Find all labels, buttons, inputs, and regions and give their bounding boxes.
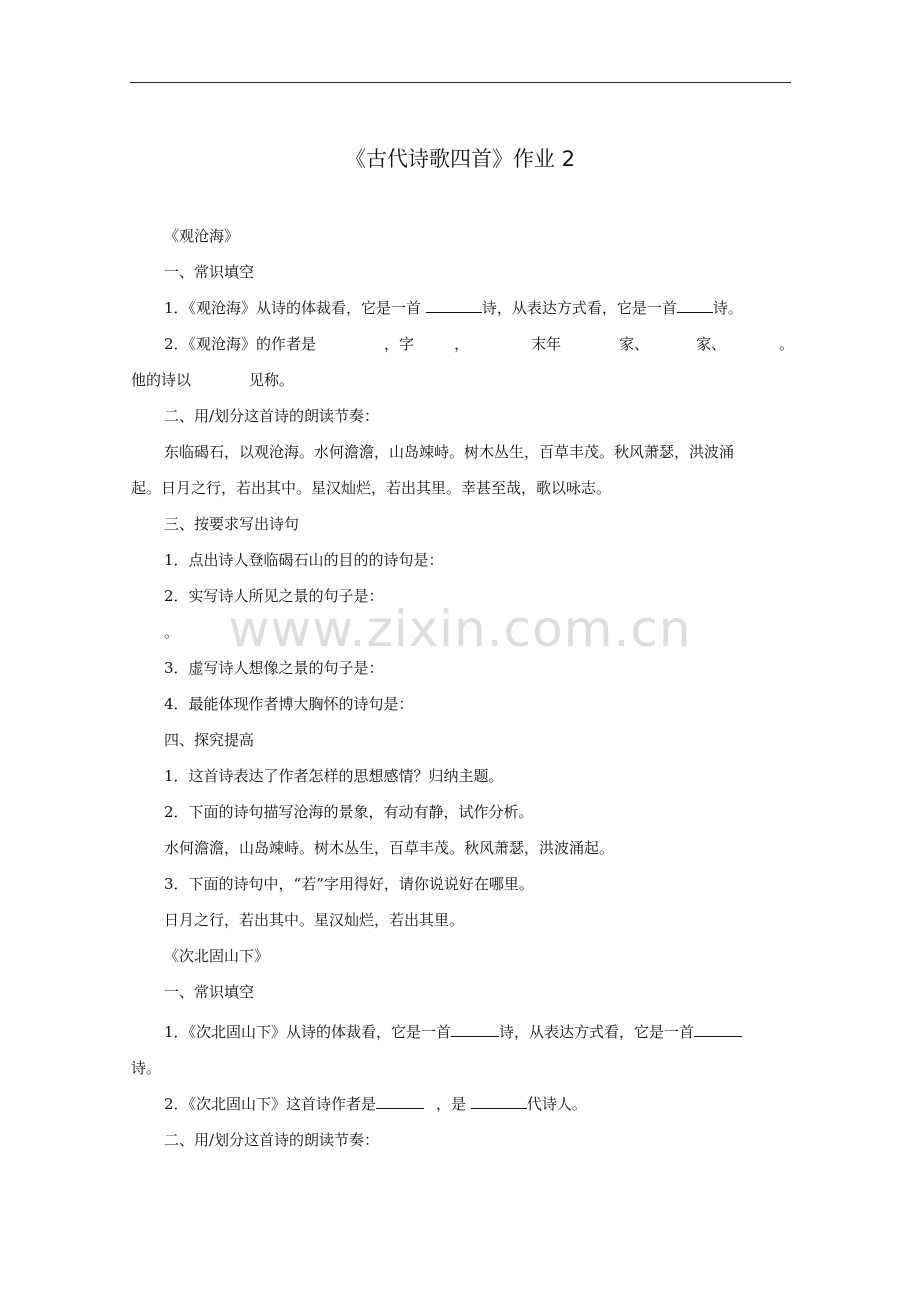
poem2-question1-continued: 诗。 xyxy=(131,1059,162,1077)
question-text: ，是 xyxy=(436,1095,471,1113)
poem1-text-line1: 东临碣石，以观沧海。水何澹澹，山岛竦峙。树木丛生，百草丰茂。秋风萧瑟，洪波涌 xyxy=(164,443,735,461)
question-text: 2．《次北固山下》这首诗作者是 xyxy=(164,1095,377,1113)
document-title: 《古代诗歌四首》作业 2 xyxy=(344,147,576,171)
watermark: www.zixin.com.cn xyxy=(228,600,692,658)
question-text: 诗，从表达方式看，它是一首 xyxy=(499,1023,695,1041)
poem1-section4-title: 四、探究提高 xyxy=(164,731,255,749)
question-text: 1．《次北固山下》从诗的体裁看，它是一首 xyxy=(164,1023,452,1041)
question-text: 代诗人。 xyxy=(526,1095,587,1113)
poem1-text-line2: 起。日月之行，若出其中。星汉灿烂，若出其里。幸甚至哉，歌以咏志。 xyxy=(131,479,612,497)
answer-blank[interactable] xyxy=(471,1094,527,1109)
poem1-question2 xyxy=(164,334,794,354)
question-text: 1．《观沧海》从诗的体裁看，它是一首 xyxy=(164,299,426,317)
question-text: 诗。 xyxy=(712,299,743,317)
question-text: 家、 xyxy=(619,335,650,353)
answer-blank[interactable] xyxy=(451,1022,499,1037)
poem2-question2 xyxy=(164,1094,587,1114)
poem1-section2-title: 二、用/划分这首诗的朗读节奏： xyxy=(164,407,380,425)
poem1-s3-question1: 1．点出诗人登临碣石山的目的的诗句是： xyxy=(164,551,444,569)
answer-blank[interactable] xyxy=(677,298,713,313)
poem1-question2-continued xyxy=(131,370,294,390)
question-text: 诗，从表达方式看，它是一首 xyxy=(481,299,677,317)
poem1-s3-question4: 4．最能体现作者博大胸怀的诗句是： xyxy=(164,695,414,713)
poem1-s4-question3: 3．下面的诗句中，“若”字用得好，请你说说好在哪里。 xyxy=(164,875,534,893)
poem1-heading: 《观沧海》 xyxy=(164,227,240,245)
poem1-s3-question3: 3．虚写诗人想像之景的句子是： xyxy=(164,659,384,677)
poem1-s4-question1: 1．这首诗表达了作者怎样的思想感情？归纳主题。 xyxy=(164,767,504,785)
poem1-s4-question2: 2．下面的诗句描写沧海的景象，有动有静，试作分析。 xyxy=(164,803,534,821)
answer-blank[interactable] xyxy=(694,1022,742,1037)
header-rule xyxy=(130,82,791,83)
question-text: 家、 xyxy=(696,335,727,353)
poem1-section1-title: 一、常识填空 xyxy=(164,263,255,281)
poem1-s4-question3-poem: 日月之行，若出其中。星汉灿烂，若出其里。 xyxy=(164,911,465,929)
question-text: 他的诗以 xyxy=(131,371,192,389)
poem2-section2-title: 二、用/划分这首诗的朗读节奏： xyxy=(164,1131,380,1149)
question-text: 见称。 xyxy=(249,371,295,389)
poem2-question1 xyxy=(164,1022,742,1042)
poem2-heading: 《次北固山下》 xyxy=(164,947,270,965)
poem1-section3-title: 三、按要求写出诗句 xyxy=(164,515,300,533)
question-text: 末年 xyxy=(531,335,562,353)
question-text: 。 xyxy=(779,335,795,353)
poem1-s4-question2-poem: 水何澹澹，山岛竦峙。树木丛生，百草丰茂。秋风萧瑟，洪波涌起。 xyxy=(164,839,615,857)
question-text: 2．《观沧海》的作者是 xyxy=(164,335,317,353)
question-text: ， xyxy=(454,335,470,353)
question-text: ，字 xyxy=(384,335,415,353)
poem1-question1 xyxy=(164,298,743,318)
answer-blank[interactable] xyxy=(376,1094,424,1109)
poem1-s3-question2-end: 。 xyxy=(164,623,180,641)
answer-blank[interactable] xyxy=(426,298,482,313)
poem2-section1-title: 一、常识填空 xyxy=(164,983,255,1001)
poem1-s3-question2: 2．实写诗人所见之景的句子是： xyxy=(164,587,384,605)
